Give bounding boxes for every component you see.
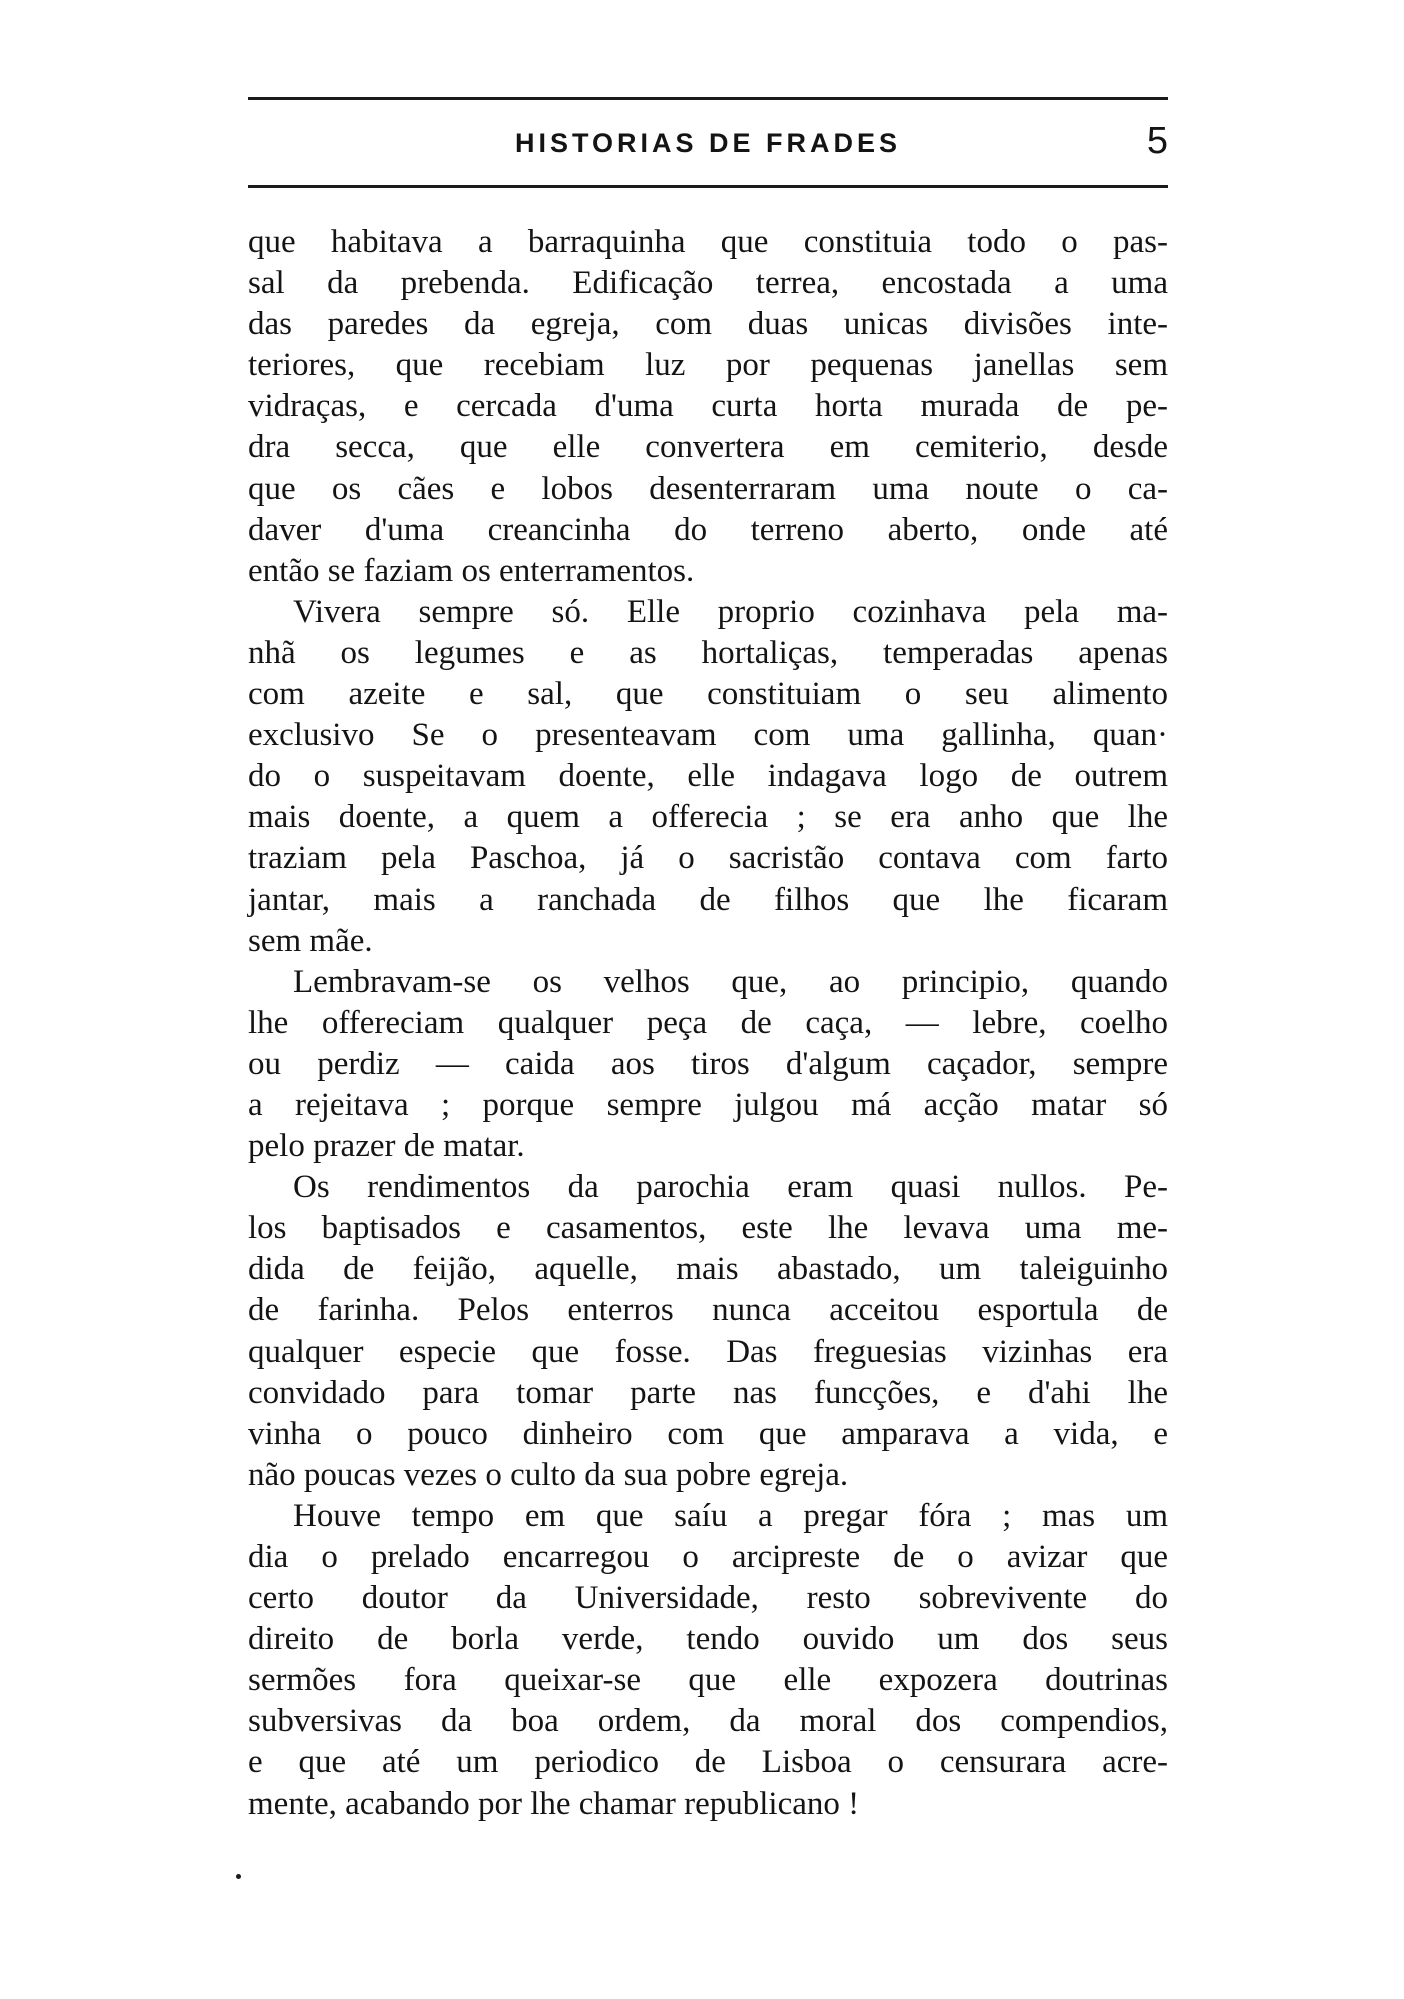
text-line: com azeite e sal, que constituiam o seu alimento <box>248 676 1168 713</box>
text-line: Vivera sempre só. Elle proprio cozinhava pela ma- <box>293 593 1168 630</box>
text-line: Os rendimentos da parochia eram quasi nullos. Pe- <box>293 1169 1168 1206</box>
running-header <box>248 120 1168 170</box>
text-line: não poucas vezes o culto da sua pobre egreja. <box>248 1456 849 1493</box>
text-line: vidraças, e cercada d'uma curta horta murada de pe- <box>248 388 1168 425</box>
text-line: jantar, mais a ranchada de filhos que lhe ficaram <box>248 881 1168 918</box>
text-line: mais doente, a quem a offerecia ; se era anho que lhe <box>248 799 1168 836</box>
text-line: e que até um periodico de Lisboa o censurara acre- <box>248 1744 1168 1781</box>
header-top-rule <box>248 97 1168 100</box>
text-line: certo doutor da Universidade, resto sobrevivente do <box>248 1580 1168 1617</box>
text-line: traziam pela Paschoa, já o sacristão contava com farto <box>248 840 1168 877</box>
print-speck <box>236 1874 241 1879</box>
text-line: Houve tempo em que saíu a pregar fóra ; mas um <box>293 1497 1168 1534</box>
text-line: dia o prelado encarregou o arcipreste de o avizar que <box>248 1539 1168 1575</box>
text-line: sermões fora queixar-se que elle expozera doutrinas <box>248 1662 1168 1699</box>
text-line: qualquer especie que fosse. Das freguesias vizinhas era <box>248 1333 1168 1370</box>
text-line: direito de borla verde, tendo ouvido um dos seus <box>248 1621 1168 1658</box>
text-line: dida de feijão, aquelle, mais abastado, um taleiguinho <box>248 1251 1168 1288</box>
text-line: ou perdiz — caida aos tiros d'algum caçador, sempre <box>248 1045 1168 1082</box>
text-line: dra secca, que elle convertera em cemiterio, desde <box>248 429 1168 466</box>
page-number: 5 <box>1146 120 1168 162</box>
text-line: sal da prebenda. Edificação terrea, encostada a uma <box>248 265 1168 302</box>
text-line: de farinha. Pelos enterros nunca acceitou esportula de <box>248 1292 1168 1329</box>
text-line: exclusivo Se o presenteavam com uma gallinha, quan· <box>248 717 1168 754</box>
header-bottom-rule <box>248 185 1168 188</box>
text-line: que habitava a barraquinha que constituia todo o pas- <box>248 224 1168 260</box>
text-line: mente, acabando por lhe chamar republicano ! <box>248 1785 860 1822</box>
text-line: então se faziam os enterramentos. <box>248 552 695 589</box>
text-line: subversivas da boa ordem, da moral dos compendios, <box>248 1703 1168 1740</box>
text-line: convidado para tomar parte nas funcções, e d'ahi lhe <box>248 1374 1168 1411</box>
text-line: daver d'uma creancinha do terreno aberto, onde até <box>248 511 1168 548</box>
text-line: pelo prazer de matar. <box>248 1128 525 1165</box>
text-line: Lembravam-se os velhos que, ao principio, quando <box>293 963 1168 1000</box>
text-line: do o suspeitavam doente, elle indagava logo de outrem <box>248 758 1168 795</box>
text-line: que os cães e lobos desenterraram uma noute o ca- <box>248 470 1168 507</box>
text-line: teriores, que recebiam luz por pequenas janellas sem <box>248 347 1168 384</box>
text-line: nhã os legumes e as hortaliças, temperadas apenas <box>248 634 1168 671</box>
text-line: das paredes da egreja, com duas unicas divisões inte- <box>248 306 1168 343</box>
text-line: vinha o pouco dinheiro com que amparava a vida, e <box>248 1415 1168 1452</box>
body-text <box>248 222 1168 1825</box>
text-line: los baptisados e casamentos, este lhe levava uma me- <box>248 1210 1168 1247</box>
running-title: HISTORIAS DE FRADES <box>514 128 902 158</box>
text-line: sem mãe. <box>248 922 373 959</box>
text-line: lhe offereciam qualquer peça de caça, — lebre, coelho <box>248 1004 1168 1041</box>
text-line: a rejeitava ; porque sempre julgou má acção matar só <box>248 1086 1168 1123</box>
